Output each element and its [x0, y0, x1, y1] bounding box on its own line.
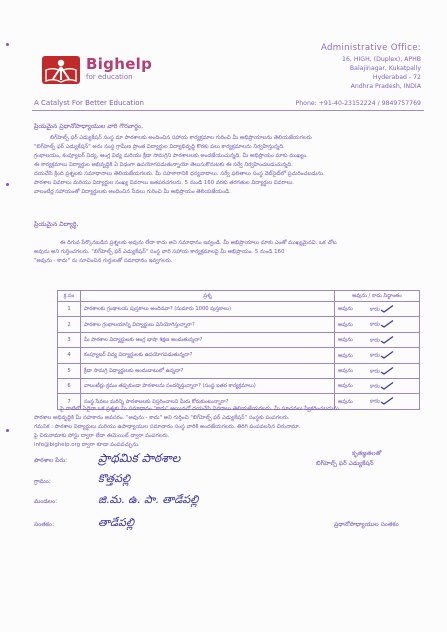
sign-off-org: బిగ్‌హెల్ప్ ఫర్ ఎడ్యుకేషన్ [316, 460, 374, 467]
survey-line: ఈ దిగువ పేర్కొనబడిన ప్రశ్నలకు అవును లేదా కాదు అని సమాధానం ఇవ్వండి. మీ అభిప్రాయాలు మాకు ఎంతో ముఖ్యమైనవి. ఒక చోట [60, 240, 337, 246]
intro-line: గ్రంథాలయం, కంప్యూటర్ విద్య, ఆంగ్ల విద్య మరియు క్రీడా సామగ్రిని పాఠశాలలకు అందజేయుచున్నది. మీ అభిప్రాయం మాకు ముఖ్యం. [34, 153, 308, 159]
intro-line: ఈ కార్యక్రమాలు విద్యార్థుల అభివృద్ధికి ఏ విధంగా ఉపయోగపడుతున్నాయో తెలుసుకొనుటకు ఈ సర్వే నిర్వహించబడుచున్నది. [34, 162, 293, 168]
answer-no[interactable]: కాదు [370, 368, 380, 374]
column-header-no: క్ర.సం [58, 291, 81, 302]
question-cell: వాలంటీర్లు క్రమం తప్పకుండా పాఠశాలను సందర్శిస్తున్నారా? (సంస్థ ఇతర కార్యక్రమాలు) [81, 378, 335, 393]
table-row [58, 332, 420, 347]
table-header-row [58, 291, 420, 302]
table-row [58, 378, 420, 393]
checkmark-icon [380, 351, 394, 359]
answer-yes[interactable]: అవును [338, 368, 353, 374]
handwritten-mandal: జి.మ. ఉ. పా. తాడేపల్లి [98, 493, 199, 506]
tagline: A Catalyst For Better Education [34, 99, 144, 107]
sign-off: కృతజ్ఞతలతో [352, 450, 382, 457]
headmaster-signature-label: ప్రధానోపాధ్యాయుల సంతకం [334, 521, 399, 528]
answer-yes[interactable]: అవును [338, 321, 353, 328]
table-row [58, 317, 420, 332]
survey-line: అవును అని గుర్తించగలరు. "బిగ్‌హెల్ప్ ఫర్ ఎడ్యుకేషన్" సంస్థ వారి సహాయ కార్యక్రమాలపై మీ అభిప్రాయం. 5 నుండి 160 [34, 249, 285, 255]
answer-cell [335, 332, 420, 347]
answer-yes[interactable]: అవును [338, 383, 353, 390]
checkmark-icon [380, 320, 394, 328]
row-number: 1 [58, 302, 81, 317]
handwritten-village: కొత్తపల్లి [98, 472, 131, 485]
row-number: 2 [58, 317, 81, 332]
margin-dot [6, 183, 9, 186]
checkmark-icon [380, 336, 394, 344]
logo-icon [42, 56, 80, 84]
question-cell: కంప్యూటర్ విద్య విద్యార్థులకు ఉపయోగపడుతున్నదా? [81, 348, 335, 363]
address-line: 16, HIGH, (Duplex), APHB [342, 56, 421, 63]
answer-yes[interactable]: అవును [338, 337, 353, 344]
answer-yes[interactable]: అవును [338, 306, 353, 313]
brand-name: Bighelp [86, 55, 153, 73]
row-number: 3 [58, 332, 81, 347]
question-cell: సంస్థ సేవలు మరిన్ని పాఠశాలలకు విస్తరించాలని మీరు కోరుకుంటున్నారా? [81, 394, 335, 409]
table-row [58, 302, 420, 317]
closing-line: పై చిరునామాకు పోస్టు ద్వారా లేదా ఈమెయిల్ ద్వారా పంపగలరు. [34, 433, 170, 439]
answer-yes[interactable]: అవును [338, 398, 353, 405]
row-number: 6 [58, 378, 81, 393]
table-row [58, 363, 420, 378]
intro-line: దయచేసి క్రింది ప్రశ్నలకు సమాధానాలు తెలియజేయగలరు. మీ సహకారానికి ధన్యవాదాలు. సర్వే ఫలితాలు సంస్థ వెబ్‌సైట్‌లో ప్రచురించబడును. [34, 171, 325, 177]
margin-dot [6, 43, 9, 46]
closing-line: గమనిక : పాఠశాల విద్యార్థులు మరియు ఉపాధ్యాయుల సమాచారం సంస్థ వారికి అందజేయగలరు. తిరిగి పంపవలసిన చిరునామా. [34, 424, 301, 430]
office-phone: Phone: +91-40-23152224 / 9849757769 [295, 100, 421, 107]
question-cell: పాఠశాల గ్రంథాలయాన్ని విద్యార్థులు వినియోగిస్తున్నారా? [81, 317, 335, 332]
column-header-question: ప్రశ్న [81, 291, 335, 302]
signature-label: సంతకం: [34, 521, 55, 528]
brand-subtitle: for education [86, 73, 133, 81]
row-number: 4 [58, 348, 81, 363]
question-cell: పాఠశాలకు గ్రంథాలయ పుస్తకాలు అందినవా? (సుమారు 1000 పుస్తకాలు) [81, 302, 335, 317]
checkmark-icon [380, 382, 394, 390]
question-cell: మీ పాఠశాల విద్యార్థులకు ఆంగ్ల భాషా శిక్షణ అందుతున్నదా? [81, 332, 335, 347]
table-row [58, 348, 420, 363]
header-divider [32, 110, 424, 111]
handwritten-school-name: ప్రాథమిక పాఠశాల [98, 451, 181, 465]
address-line: Andhra Pradesh, INDIA [350, 83, 421, 90]
answer-cell [335, 348, 420, 363]
row-number: 7 [58, 394, 81, 409]
address-line: Hyderabad - 72 [372, 74, 421, 81]
survey-line: "అవును - కాదు" ను సూచించిన గుర్తులతో సమాధానం ఇవ్వగలరు. [34, 258, 173, 264]
answer-cell [335, 363, 420, 378]
answer-no[interactable]: కాదు [370, 337, 380, 344]
answer-no[interactable]: కాదు [370, 383, 380, 390]
mandal-label: మండలం: [34, 498, 58, 505]
survey-table [57, 290, 420, 410]
intro-line: వాలంటీర్ల సహాయంతో విద్యార్థులకు అందించిన సేవలు గురించి మీ అభిప్రాయం తెలియజేయండి. [34, 189, 231, 195]
row-number: 5 [58, 363, 81, 378]
email-line: info@bighelp.org ద్వారా కూడా పంపవచ్చును. [34, 442, 140, 448]
office-address [342, 55, 421, 91]
answer-no[interactable]: కాదు [370, 321, 380, 328]
checkmark-icon [380, 305, 394, 313]
answer-no[interactable]: కాదు [370, 306, 380, 313]
answer-cell [335, 378, 420, 393]
intro-line: బిగ్‌హెల్ప్ ఫర్ ఎడ్యుకేషన్ సంస్థ మా పాఠశాలకు అందించిన సహాయ కార్యక్రమాల గురించి మీ అభిప్రాయాలను తెలియజేయగలరు [50, 135, 312, 141]
answer-no[interactable]: కాదు [370, 352, 380, 359]
checkmark-icon [380, 367, 394, 375]
village-label: గ్రామం: [34, 478, 51, 485]
answer-cell [335, 302, 420, 317]
margin-dot [6, 429, 9, 432]
office-title: Administrative Office: [321, 43, 421, 53]
closing-line: పై వాటిలో ఏదైనా ఒక ప్రశ్నకు మీ సమాధానం "కాదు" అయినచో దయచేసి వివరాలు తెలియజేయగలరు. మీ సూచనలు స్వీకరించబడును. [60, 406, 341, 412]
survey-salutation: ప్రియమైన విద్యార్థి, [34, 221, 79, 228]
answer-yes[interactable]: అవును [338, 352, 353, 359]
school-name-label: పాఠశాల పేరు: [34, 457, 68, 464]
intro-line: పాఠశాల వివరాలు మరియు విద్యార్థుల సంఖ్య వివరాలు జతపరచగలరు. 5 నుండి 160 వరకు తరగతుల విద్యార్థుల వివరాలు. [34, 180, 295, 186]
handwritten-signature: తాడేపల్లి [98, 516, 135, 529]
closing-line: పాఠశాల అభివృద్ధికి మీ సహకారం అవసరం. "అవును - కాదు" అని గుర్తించి "బిగ్‌హెల్ప్ ఫర్ ఎడ్యుకేషన్" సంస్థకు పంపగలరు. [34, 415, 290, 421]
intro-salutation: ప్రియమైన ప్రధానోపాధ్యాయుల వారి గౌరవార్థం, [34, 123, 144, 130]
answer-cell [335, 317, 420, 332]
question-cell: క్రీడా సామగ్రి విద్యార్థులకు అందుబాటులో ఉన్నదా? [81, 363, 335, 378]
address-line: Balajinagar, Kukatpally [349, 65, 421, 72]
answer-no[interactable]: కాదు [370, 398, 380, 405]
column-header-answer: అవును / కాదు సిద్ధాంతం [335, 291, 420, 302]
intro-line: "బిగ్‌హెల్ప్ ఫర్ ఎడ్యుకేషన్" అను సంస్థ గ్రామీణ ప్రాంత విద్యార్థుల విద్యాభివృద్ధి కొరకు పలు కార్యక్రమాలను నిర్వహిస్తున్నది. [34, 144, 285, 150]
